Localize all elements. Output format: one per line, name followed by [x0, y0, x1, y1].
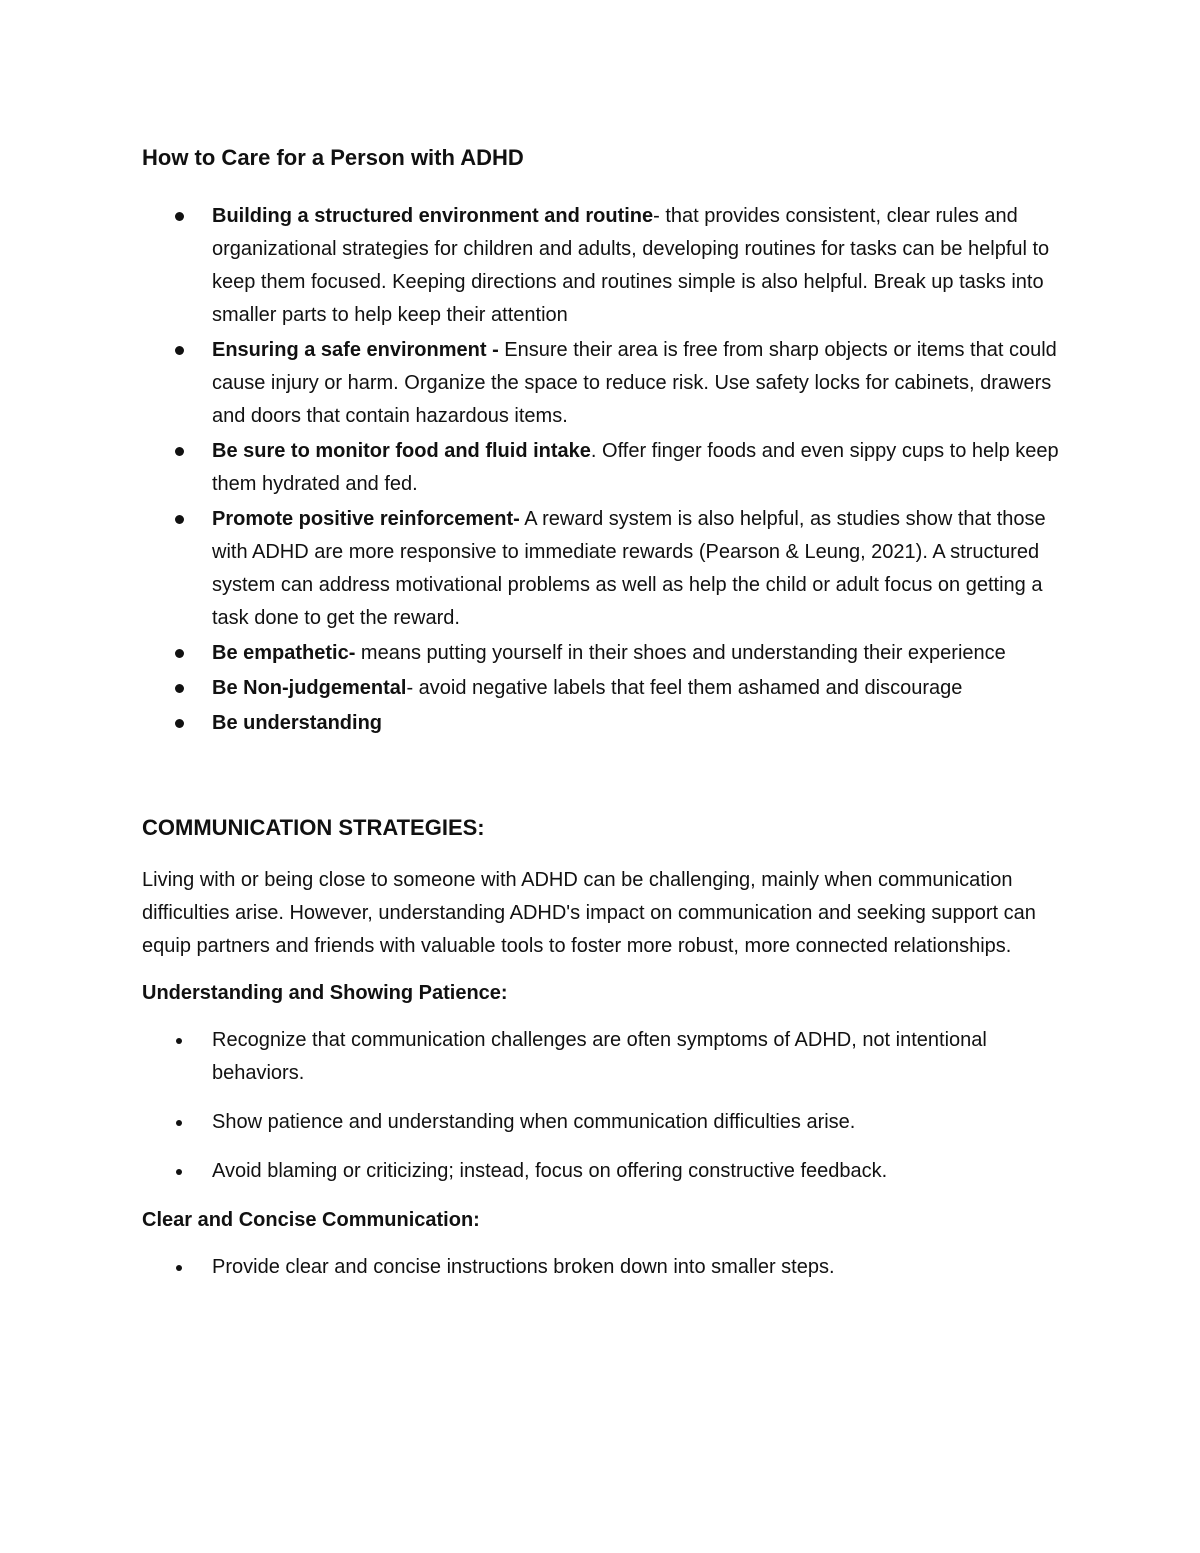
- list-item: [142, 707, 1062, 740]
- bullet-icon: [175, 212, 184, 221]
- item-text: means putting yourself in their shoes and understanding their experience: [355, 642, 1006, 664]
- list-item: [142, 1024, 1062, 1090]
- patience-list: [142, 1024, 1062, 1188]
- list-item: [142, 637, 1062, 670]
- item-text: Avoid blaming or criticizing; instead, focus on offering constructive feedback.: [212, 1160, 888, 1182]
- item-text: - avoid negative labels that feel them ashamed and discourage: [406, 677, 963, 699]
- list-item: [142, 200, 1062, 332]
- item-heading: Be Non-judgemental: [212, 677, 407, 699]
- care-list: [142, 200, 1062, 740]
- document-page: [142, 140, 1062, 1300]
- item-text: A reward system is also helpful, as studies show that those with ADHD are more responsive to immediate rewards (Pearson & Leung, 2021). A structured system can address motivational problems as well as help the child or adult focus on getting a task done to get the reward.: [212, 508, 1046, 629]
- bullet-icon: [175, 649, 184, 658]
- item-text: Provide clear and concise instructions broken down into smaller steps.: [212, 1256, 835, 1278]
- bullet-icon: [176, 1265, 182, 1271]
- item-heading: Promote positive reinforcement-: [212, 508, 520, 530]
- subheading-patience: Understanding and Showing Patience:: [142, 982, 508, 1004]
- list-item: [142, 334, 1062, 433]
- bullet-icon: [175, 684, 184, 693]
- bullet-icon: [175, 515, 184, 524]
- item-heading: Building a structured environment and routine: [212, 205, 654, 227]
- item-text: Recognize that communication challenges are often symptoms of ADHD, not intentional behaviors.: [212, 1029, 987, 1084]
- bullet-icon: [175, 719, 184, 728]
- item-heading: Be empathetic-: [212, 642, 356, 664]
- item-heading: Be sure to monitor food and fluid intake: [212, 440, 591, 462]
- bullet-icon: [175, 346, 184, 355]
- communication-intro: Living with or being close to someone with ADHD can be challenging, mainly when communication difficulties arise. However, understanding ADHD's impact on communication and seeking support can equip partners and friends with valuable tools to foster more robust, more connected relationships.: [142, 869, 1036, 957]
- document-title: How to Care for a Person with ADHD: [142, 145, 524, 170]
- list-item: [142, 503, 1062, 635]
- subheading-clear-communication: Clear and Concise Communication:: [142, 1209, 480, 1231]
- section-heading-communication: COMMUNICATION STRATEGIES:: [142, 815, 485, 840]
- bullet-icon: [176, 1120, 182, 1126]
- item-heading: Be understanding: [212, 712, 383, 734]
- list-item: [142, 1106, 1062, 1139]
- item-text: . Offer finger foods and even sippy cups to help keep them hydrated and fed.: [212, 440, 1059, 495]
- list-item: [142, 1155, 1062, 1188]
- item-heading: Ensuring a safe environment -: [212, 339, 505, 361]
- bullet-icon: [176, 1169, 182, 1175]
- bullet-icon: [176, 1038, 182, 1044]
- list-item: [142, 672, 1062, 705]
- item-text: Ensure their area is free from sharp objects or items that could cause injury or harm. Organize the space to reduce risk. Use safety locks for cabinets, drawers and doors that contain hazardous items.: [212, 339, 1057, 427]
- item-text: - that provides consistent, clear rules and organizational strategies for children and adults, developing routines for tasks can be helpful to keep them focused. Keeping directions and routines simple is also helpful. Break up tasks into smaller parts to help keep their attention: [212, 205, 1050, 326]
- list-item: [142, 435, 1062, 501]
- bullet-icon: [175, 447, 184, 456]
- list-item: [142, 1251, 1062, 1284]
- item-text: Show patience and understanding when communication difficulties arise.: [212, 1111, 856, 1133]
- clear-communication-list: [142, 1251, 1062, 1284]
